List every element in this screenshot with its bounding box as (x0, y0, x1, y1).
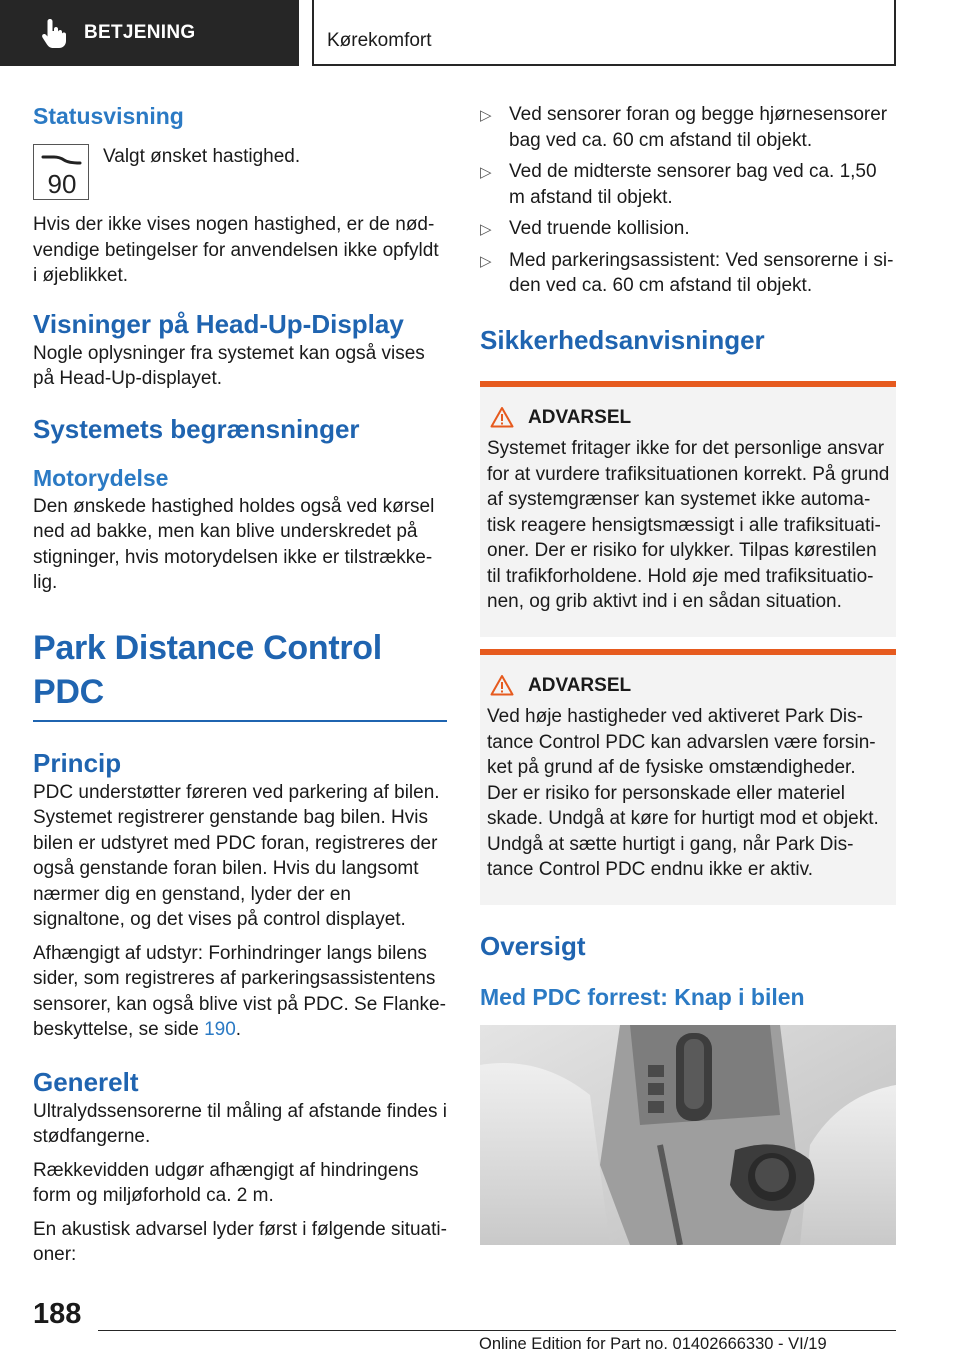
statusvisning-heading: Statusvisning (33, 103, 184, 129)
warning-title: ADVARSEL (528, 406, 632, 428)
page-number: 188 (33, 1298, 82, 1330)
general-text-3: En akustisk advarsel lyder først i følgende situationer: (33, 1218, 447, 1265)
speed-icon-number: 90 (47, 169, 77, 199)
warning-text: Systemet fritager ikke for det personlige ansvar for at vurdere trafiksituationen korrekt. På grund af systemgrænser kan systemet ikke automatisk reagere hensigtsmæssigt i alle trafiksituationer. Der er risiko for ulykker. Tilpas kørestilen til trafikforholdene. Hold øje med trafiksituationen, og grib aktivt ind i en sådan situation. (487, 438, 890, 612)
pdc-heading: Park Distance Control PDC (33, 628, 382, 711)
warning-triangle-icon (490, 406, 514, 428)
speed-status-row (33, 142, 447, 200)
general-text-2: Rækkevidden udgør afhængigt af hindringens form og miljøforhold ca. 2 m. (33, 1159, 419, 1206)
warning-text: Ved høje hastigheder ved aktiveret Park Distance Control PDC kan advarslen være forsinket på grund af de fysiske omstændigheder. Der er risiko for personskade eller materiel skade. Undgå at køre for hurtigt mod et objekt. Undgå at sætte hurtigt i gang, når Park Distance Control PDC endnu ikke er aktiv. (487, 706, 879, 880)
equipment-end: . (235, 1019, 242, 1040)
equipment-text: Afhængigt af udstyr: Forhindringer langs bilens sider, som registreres af parkeringsassistentens sensorer, kan også blive vist på PDC. Se Flankebeskyttelse, se side (33, 942, 446, 1040)
overview-heading: Oversigt (480, 930, 586, 961)
triangle-bullet-icon: ▷ (480, 221, 492, 238)
pdc-heading-rule (33, 720, 447, 722)
engine-text: Den ønskede hastighed holdes også ved kørsel ned ad bakke, men kan blive underskredet på stigninger, hvis motorydelsen ikke er tilstrækkelig. (33, 495, 435, 593)
list-item: ▷ Ved truende kollision. (480, 216, 896, 242)
general-text-1: Ultralydssensorerne til måling af afstande findes i stødfangerne. (33, 1100, 447, 1147)
left-column (33, 100, 447, 1276)
header-section-tab (0, 0, 299, 66)
edition-text: Online Edition for Part no. 01402666330 - VI/19 (479, 1335, 827, 1353)
center-console-image (480, 1025, 896, 1245)
list-item: ▷ Ved sensorer foran og begge hjørnesensorer bag ved ca. 60 cm afstand til objekt. (480, 104, 888, 151)
warning-triangle-icon (490, 674, 514, 696)
warning-box-2 (480, 649, 896, 905)
hud-heading: Visninger på Head-Up-Display (33, 308, 404, 339)
list-item: ▷ Ved de midterste sensorer bag ved ca. 1,50 m afstand til objekt. (480, 161, 877, 208)
hud-text: Nogle oplysninger fra systemet kan også vises på Head-Up-displayet. (33, 342, 425, 389)
engine-heading: Motorydelse (33, 464, 169, 491)
warning-title: ADVARSEL (528, 674, 632, 696)
header-section-label: BETJENING (84, 22, 196, 43)
warning-box-1 (480, 381, 896, 637)
triangle-bullet-icon: ▷ (480, 164, 492, 181)
triangle-bullet-icon: ▷ (480, 107, 492, 124)
header-chapter-label: Kørekomfort (327, 30, 432, 51)
list-item: ▷ Med parkeringsassistent: Ved sensorerne i siden ved ca. 60 cm afstand til objekt. (480, 249, 894, 296)
center-console-photo (480, 1025, 896, 1245)
header-chapter-box (312, 0, 896, 66)
speed-limit-icon (33, 144, 89, 200)
no-speed-text: Hvis der ikke vises nogen hastighed, er de nødvendige betingelser for anvendelsen ikke opfyldt i øjeblikket. (33, 214, 439, 286)
speedometer-icon (34, 145, 90, 200)
principle-heading: Princip (33, 747, 122, 778)
limits-heading: Systemets begrænsninger (33, 413, 360, 444)
equipment-paragraph (33, 941, 447, 1043)
page-190-link[interactable]: 190 (204, 1019, 236, 1040)
front-pdc-heading: Med PDC forrest: Knap i bilen (480, 983, 805, 1010)
safety-heading: Sikkerhedsanvisninger (480, 324, 765, 355)
general-heading: Generelt (33, 1066, 139, 1097)
principle-text: PDC understøtter føreren ved parkering af bilen. Systemet registrerer genstande bag bilen. Hvis bilen er udstyret med PDC foran, registreres der også genstande foran bilen. Hvis du langsomt nærmer dig en genstand, lyder der en signaltone, og det vises på control displayet. (33, 781, 440, 930)
speed-icon-text: Valgt ønsket hastighed. (103, 146, 301, 167)
triangle-bullet-icon: ▷ (480, 252, 492, 270)
situation-list (480, 102, 896, 299)
right-column (480, 102, 896, 1245)
footer-rule (98, 1330, 896, 1331)
hand-pointer-icon (36, 15, 72, 51)
